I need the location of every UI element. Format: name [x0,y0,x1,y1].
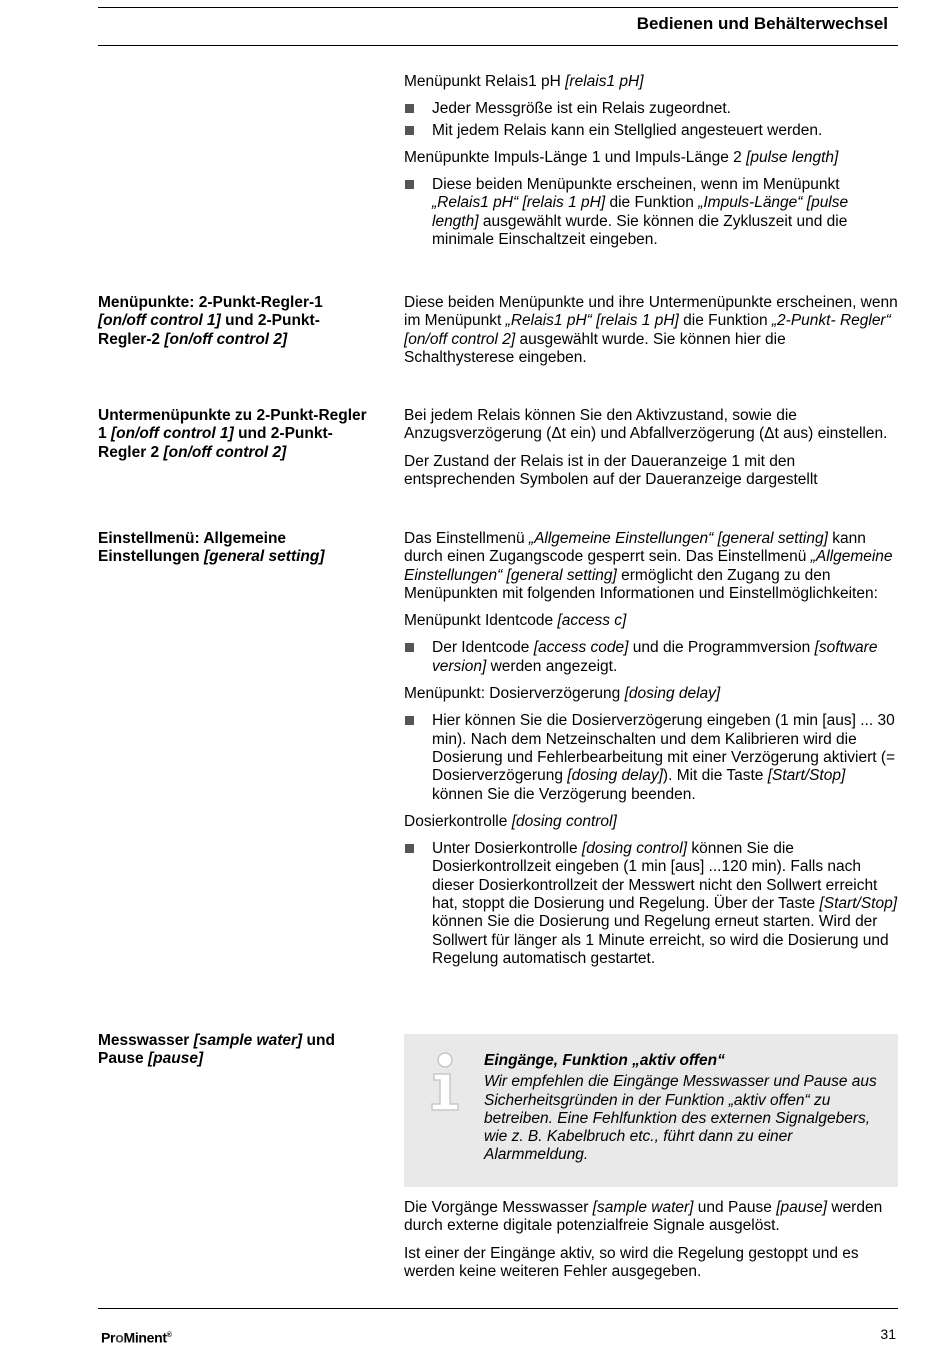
prominent-logo: ProMinent® [101,1329,172,1346]
subheading-dosing-delay: Menüpunkt: Dosierverzögerung [dosing delay] [404,685,721,703]
square-bullet-icon [405,126,414,135]
header-rule [98,7,898,8]
list-item: Mit jedem Relais kann ein Stellglied angesteuert werden. [404,122,898,140]
subheading-dosing-control: Dosierkontrolle [dosing control] [404,812,617,830]
section-2punkt-text: Diese beiden Menüpunkte und ihre Untermenüpunkte erscheinen, wenn im Menüpunkt „Relais1 pH“ [relais 1 pH] die Funktion „2-Punkt- Regler“ [on/off control 2] ausgewählt wurde. Sie können hier die Schalthysterese eingeben. [404,294,898,366]
info-note-box [404,1034,898,1187]
square-bullet-icon [405,104,414,113]
subheading-relais1: Menüpunkt Relais1 pH [relais1 pH] [404,73,644,90]
header-underline [98,45,898,46]
page-header-title: Bedienen und Behälterwechsel [636,14,888,33]
square-bullet-icon [405,844,414,853]
list-item: Unter Dosierkontrolle [dosing control] können Sie die Dosierkontrollzeit eingeben (1 min [aus] ...120 min). Falls nach dieser Dosierkontrollzeit der Messwert nicht den Sollwert erreicht hat, stoppt die Dosierung und Regelung. Über der Taste [Start/Stop] können Sie die Dosierung und Regelung erneut starten. Wird der Sollwert für länger als 1 Minute erreicht, so wird die Dosierung und Regelung automatisch gestartet. [404,840,898,968]
note-title: Eingänge, Funktion „aktiv offen“ [484,1052,725,1069]
footer-rule [98,1308,898,1309]
square-bullet-icon [405,716,414,725]
square-bullet-icon [405,180,414,189]
info-icon [428,1052,468,1114]
section-untermenue-text: Bei jedem Relais können Sie den Aktivzustand, sowie die Anzugsverzögerung (Δt ein) und Abfallverzögerung (Δt aus) einstellen. Der Zustand der Relais ist in der Daueranzeige 1 mit den entsprechenden Symbolen auf der Daueranzeige dargestellt [404,407,888,488]
list-item: Der Identcode [access code] und die Programmversion [software version] werden angezeigt. [404,639,898,676]
note-text: Wir empfehlen die Eingänge Messwasser und Pause aus Sicherheitsgründen in der Funktion „aktiv offen“ zu betreiben. Eine Fehlfunktion des externen Signalgebers, wie z. B. Kabelbruch etc., führt dann zu einer Alarmmeldung. [484,1073,877,1164]
subheading-identcode: Menüpunkt Identcode [access c] [404,612,627,630]
list-item: Diese beiden Menüpunkte erscheinen, wenn im Menüpunkt „Relais1 pH“ [relais 1 pH] die Funktion „Impuls-Länge“ [pulse length] ausgewählt wurde. Sie können die Zykluszeit und die minimale Einschaltzeit eingeben. [404,176,898,249]
subheading-pulse-length: Menüpunkte Impuls-Länge 1 und Impuls-Länge 2 [pulse length] [404,148,839,166]
section-heading-sample-water: Messwasser [sample water] und Pause [pause] [98,1032,335,1068]
section-heading-general-setting: Einstellmenü: Allgemeine Einstellungen [general setting] [98,530,325,566]
section-sample-water-text: Die Vorgänge Messwasser [sample water] und Pause [pause] werden durch externe digitale potenzialfreie Signale ausgelöst. Ist einer der Eingänge aktiv, so wird die Regelung gestoppt und es werden keine weiteren Fehler ausgegeben. [404,1199,883,1280]
square-bullet-icon [405,643,414,652]
section-relais1 [404,73,898,249]
list-item: Hier können Sie die Dosierverzögerung eingeben (1 min [aus] ... 30 min). Nach dem Netzeinschalten und dem Kalibrieren wird die Dosierung und Fehlerbearbeitung mit einer Verzögerung aktiviert (= Dosierverzögerung [dosing delay]). Mit die Taste [Start/Stop] können Sie die Verzögerung beenden. [404,712,898,803]
list-item: Jeder Messgröße ist ein Relais zugeordnet. [404,100,898,118]
section-general-setting-text: Das Einstellmenü „Allgemeine Einstellungen“ [general setting] kann durch einen Zugangscode gesperrt sein. Das Einstellmenü „Allgemeine Einstellungen“ [general setting] ermöglicht den Zugang zu den Menüpunkten mit folgenden Informationen und Einstellmöglichkeiten: Menüpunkt Identcode [access c] Der Identcode [access code] und die Programmversion [software version] werden angezeigt. Menüpunkt: Dosierverzögerung [dosing delay] Hier können Sie die Dosierverzögerung eingeben (1 min [aus] ... 30 min). Nach dem Netzeinschalten und dem Kalibrieren wird die Dosierung und Fehlerbearbeitung mit einer Verzögerung aktiviert (= Dosierverzögerung [dosing delay]). Mit die Taste [Start/Stop] können Sie die Verzögerung beenden. Dosierkontrolle [dosing control] Unter Dosierkontrolle [dosing control] können Sie die Dosierkontrollzeit eingeben (1 min [aus] ...120 min). Falls nach dieser Dosierkontrollzeit der Messwert nicht den Sollwert erreicht hat, stoppt die Dosierung und Regelung. Über der Taste [Start/Stop] können Sie die Dosierung und Regelung erneut starten. Wird der Sollwert für länger als 1 Minute erreicht, so wird die Dosierung und Regelung automatisch gestartet. [404,530,898,967]
section-heading-untermenue: Untermenüpunkte zu 2-Punkt-Regler 1 [on/off control 1] und 2-Punkt-Regler 2 [on/off control 2] [98,407,367,461]
section-heading-2punkt: Menüpunkte: 2-Punkt-Regler-1 [on/off control 1] und 2-Punkt-Regler-2 [on/off control 2] [98,294,323,348]
page-number: 31 [880,1326,896,1342]
